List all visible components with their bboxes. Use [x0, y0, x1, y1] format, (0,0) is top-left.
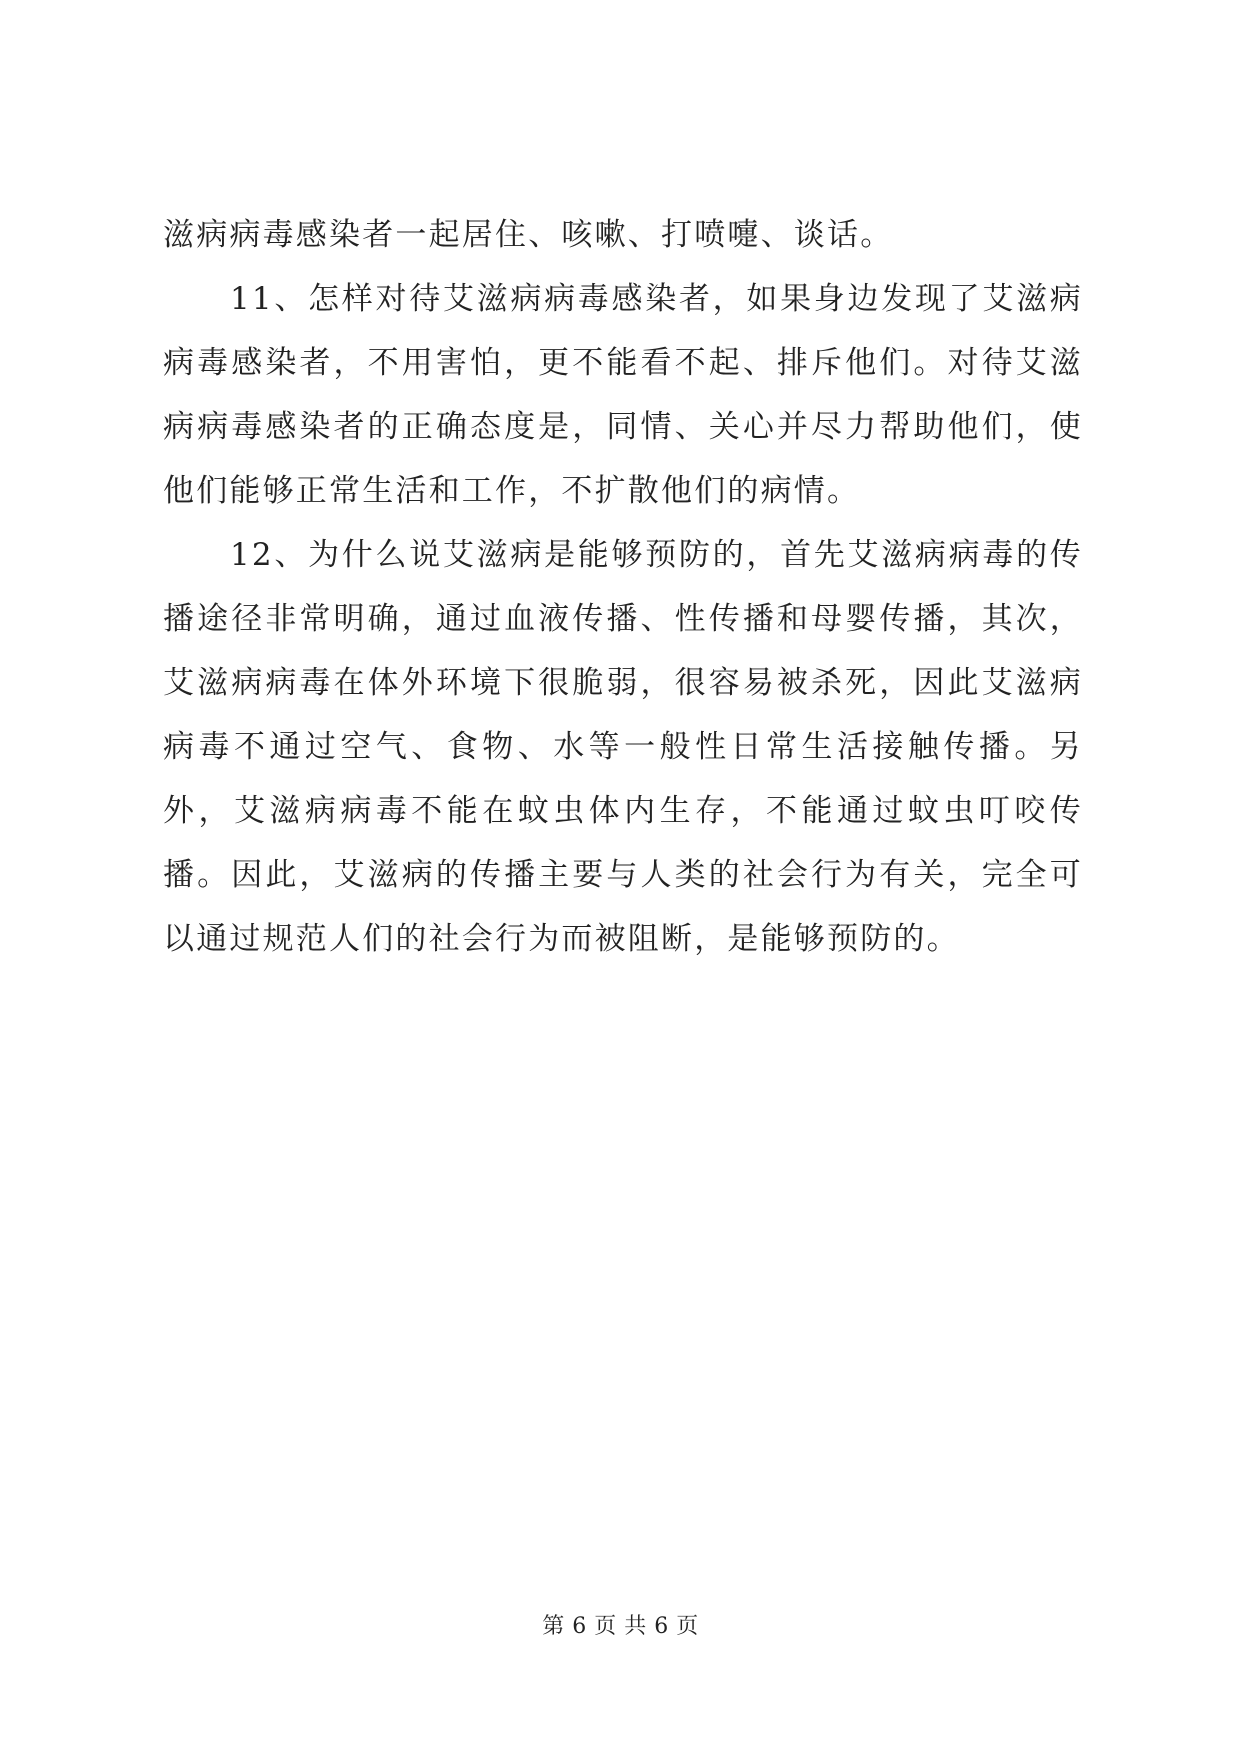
- paragraph-item-12: 12、为什么说艾滋病是能够预防的，首先艾滋病病毒的传播途径非常明确，通过血液传播、性传播和母婴传播，其次，艾滋病病毒在体外环境下很脆弱，很容易被杀死，因此艾滋病病毒不通过空气、食物、水等一般性日常生活接触传播。另外，艾滋病病毒不能在蚊虫体内生存，不能通过蚊虫叮咬传播。因此，艾滋病的传播主要与人类的社会行为有关，完全可以通过规范人们的社会行为而被阻断，是能够预防的。: [163, 537, 1083, 957]
- paragraph-item-11: 11、怎样对待艾滋病病毒感染者，如果身边发现了艾滋病病毒感染者，不用害怕，更不能看不起、排斥他们。对待艾滋病病毒感染者的正确态度是，同情、关心并尽力帮助他们，使他们能够正常生活和工作，不扩散他们的病情。: [163, 281, 1083, 509]
- paragraph-continuation: 滋病病毒感染者一起居住、咳嗽、打喷嚏、谈话。: [163, 217, 894, 253]
- body-text: [163, 203, 1083, 971]
- page-footer: 第 6 页 共 6 页: [542, 1614, 699, 1639]
